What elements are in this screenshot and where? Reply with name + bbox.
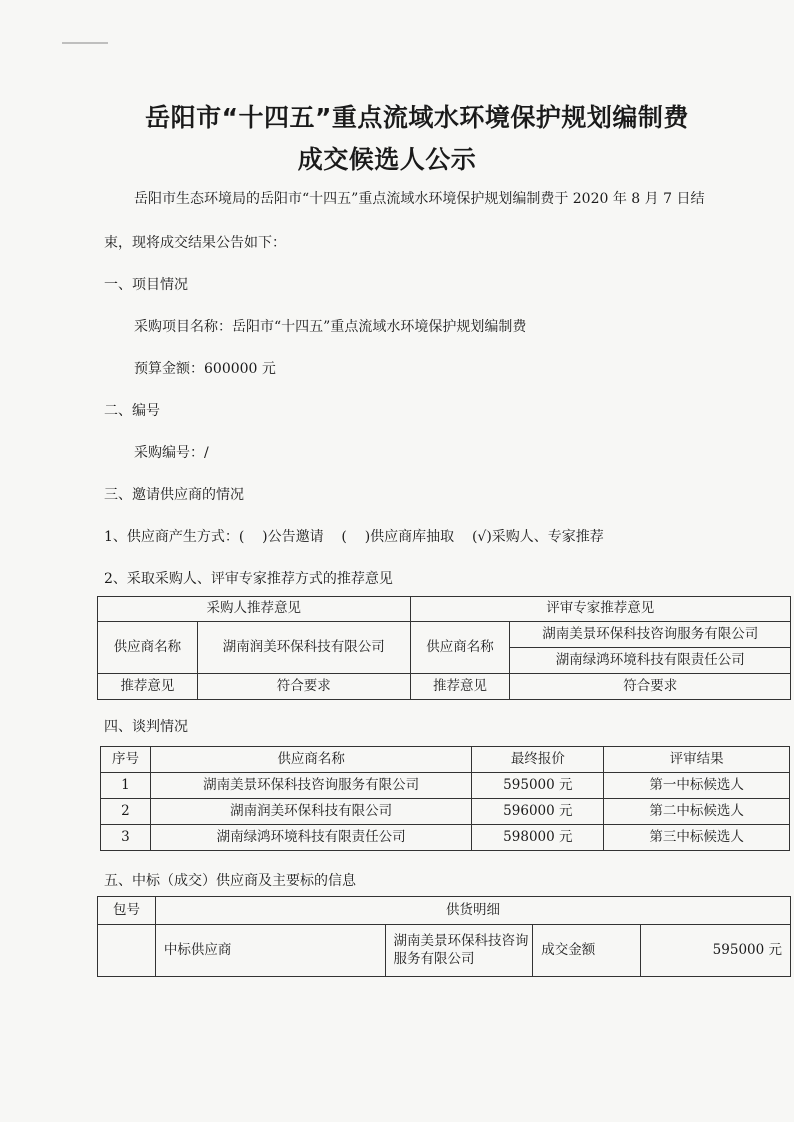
supplier-name: 湖南润美环保科技有限公司 bbox=[150, 799, 471, 825]
amount-value: 595000 元 bbox=[641, 925, 791, 977]
final-price: 598000 元 bbox=[472, 825, 604, 851]
final-price: 596000 元 bbox=[472, 799, 604, 825]
purchaser-opinion: 符合要求 bbox=[197, 674, 410, 700]
section-3-heading: 三、邀请供应商的情况 bbox=[104, 487, 244, 503]
supplier-label: 供应商名称 bbox=[410, 622, 510, 674]
negotiation-table bbox=[100, 746, 790, 851]
column-header: 序号 bbox=[101, 747, 151, 773]
winner-name: 湖南美景环保科技咨询服务有限公司 bbox=[385, 925, 533, 977]
opinion-label: 推荐意见 bbox=[98, 674, 198, 700]
supplier-name: 湖南美景环保科技咨询服务有限公司 bbox=[150, 773, 471, 799]
award-table bbox=[97, 896, 791, 977]
supplier-name: 湖南绿鸿环境科技有限责任公司 bbox=[150, 825, 471, 851]
procurement-code: 采购编号：/ bbox=[134, 445, 209, 461]
final-price: 595000 元 bbox=[472, 773, 604, 799]
intro-line-1: 岳阳市生态环境局的岳阳市“十四五”重点流域水环境保护规划编制费于 2020 年 8 月 7 日结 bbox=[134, 191, 705, 207]
scan-mark bbox=[62, 42, 108, 44]
row-number: 2 bbox=[101, 799, 151, 825]
review-result: 第三中标候选人 bbox=[604, 825, 790, 851]
recommendation-heading: 2、采取采购人、评审专家推荐方式的推荐意见 bbox=[104, 571, 393, 587]
package-value bbox=[98, 925, 156, 977]
intro-line-2: 束，现将成交结果公告如下： bbox=[104, 235, 286, 251]
page-subtitle: 成交候选人公示 bbox=[297, 145, 477, 174]
table-row bbox=[101, 799, 790, 825]
section-2-heading: 二、编号 bbox=[104, 403, 160, 419]
section-5-heading: 五、中标（成交）供应商及主要标的信息 bbox=[104, 873, 356, 889]
column-header: 评审结果 bbox=[604, 747, 790, 773]
column-header: 最终报价 bbox=[472, 747, 604, 773]
table-row bbox=[101, 825, 790, 851]
opinion-label: 推荐意见 bbox=[410, 674, 510, 700]
package-label: 包号 bbox=[98, 897, 156, 925]
expert-opinion: 符合要求 bbox=[510, 674, 791, 700]
page-title: 岳阳市“十四五”重点流域水环境保护规划编制费 bbox=[145, 103, 689, 132]
supplier-label: 供应商名称 bbox=[98, 622, 198, 674]
expert-header: 评审专家推荐意见 bbox=[410, 597, 790, 622]
budget: 预算金额：600000 元 bbox=[134, 361, 276, 377]
supplier-method: 1、供应商产生方式：( )公告邀请 ( )供应商库抽取 (√)采购人、专家推荐 bbox=[104, 529, 604, 545]
purchaser-header: 采购人推荐意见 bbox=[98, 597, 411, 622]
recommendation-table bbox=[97, 596, 791, 700]
section-4-heading: 四、谈判情况 bbox=[104, 719, 188, 735]
detail-label: 供货明细 bbox=[155, 897, 790, 925]
section-1-heading: 一、项目情况 bbox=[104, 277, 188, 293]
column-header: 供应商名称 bbox=[150, 747, 471, 773]
table-row bbox=[101, 773, 790, 799]
review-result: 第二中标候选人 bbox=[604, 799, 790, 825]
winner-label: 中标供应商 bbox=[155, 925, 385, 977]
row-number: 1 bbox=[101, 773, 151, 799]
review-result: 第一中标候选人 bbox=[604, 773, 790, 799]
amount-label: 成交金额 bbox=[533, 925, 641, 977]
expert-supplier: 湖南美景环保科技咨询服务有限公司 bbox=[510, 622, 791, 648]
purchaser-supplier: 湖南润美环保科技有限公司 bbox=[197, 622, 410, 674]
project-name: 采购项目名称：岳阳市“十四五”重点流域水环境保护规划编制费 bbox=[134, 319, 527, 335]
row-number: 3 bbox=[101, 825, 151, 851]
expert-supplier: 湖南绿鸿环境科技有限责任公司 bbox=[510, 648, 791, 674]
